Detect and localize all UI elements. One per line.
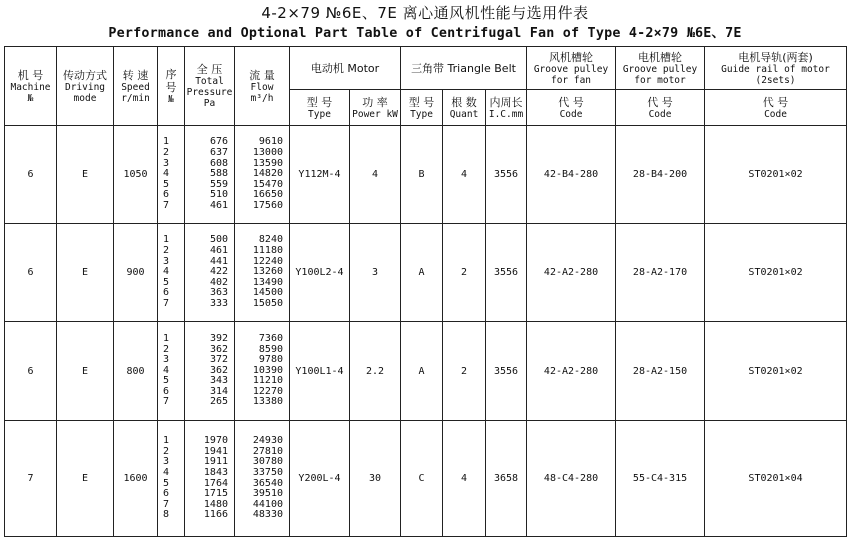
- motor-power-cell: 2.2: [350, 322, 401, 421]
- flow-cell-value: 24930: [252, 435, 283, 447]
- belt-quantity-cell: 4: [443, 126, 486, 224]
- belt-type-cell: A: [401, 322, 443, 421]
- sequence-cell-value: 1: [163, 136, 170, 148]
- machine-no-cell: 6: [5, 126, 57, 224]
- sequence-cell-value: 6: [163, 287, 170, 299]
- flow-cell-value: 17560: [252, 199, 283, 211]
- header-motor-group: 电动机 Motor: [290, 47, 401, 90]
- sequence-cell-value: 7: [163, 297, 170, 309]
- pressure-cell-value: 637: [209, 147, 228, 159]
- sequence-cell: [158, 126, 185, 224]
- flow-cell: [235, 224, 290, 322]
- belt-type-cell: B: [401, 126, 443, 224]
- header-belt-type: 型 号 Type: [401, 90, 443, 126]
- flow-cell-value: 13380: [252, 396, 283, 408]
- pressure-cell-value: 461: [209, 199, 228, 211]
- machine-no-cell: 6: [5, 322, 57, 421]
- header-driving-mode: 传动方式 Driving mode: [57, 47, 114, 126]
- sequence-cell-value: 7: [163, 498, 170, 510]
- flow-cell-value: 14820: [252, 168, 283, 180]
- motor-type-cell: Y200L-4: [290, 421, 350, 537]
- pressure-cell-value: 559: [209, 178, 228, 190]
- pressure-cell-value: 1843: [203, 466, 228, 478]
- motor-power-cell: 4: [350, 126, 401, 224]
- header-row-top: [5, 47, 847, 90]
- flow-cell-value: 48330: [252, 509, 283, 521]
- pressure-cell-value: 461: [209, 245, 228, 257]
- pressure-cell-value: 372: [209, 354, 228, 366]
- sequence-cell-value: 4: [163, 168, 170, 180]
- flow-cell-value: 11180: [252, 245, 283, 257]
- flow-cell-value: 15470: [252, 178, 283, 190]
- driving-mode-cell: E: [57, 322, 114, 421]
- pressure-cell-value: 362: [209, 343, 228, 355]
- pressure-cell-value: 1911: [203, 456, 228, 468]
- header-guide-rail: 电机导轨(两套) Guide rail of motor (2sets): [705, 47, 847, 90]
- flow-cell-value: 13490: [252, 276, 283, 288]
- flow-cell-value: 27810: [252, 445, 283, 457]
- belt-length-cell: 3556: [486, 322, 527, 421]
- flow-cell-value: 13000: [252, 147, 283, 159]
- sequence-cell-value: 1: [163, 332, 170, 344]
- performance-table: [4, 46, 847, 537]
- header-total-pressure: 全 压 Total Pressure Pa: [185, 47, 235, 126]
- driving-mode-cell: E: [57, 421, 114, 537]
- pressure-cell-value: 1970: [203, 435, 228, 447]
- sequence-cell-value: 2: [163, 245, 170, 257]
- sequence-cell-value: 2: [163, 445, 170, 457]
- header-motor-type: 型 号 Type: [290, 90, 350, 126]
- belt-type-cell: A: [401, 224, 443, 322]
- speed-cell: 800: [114, 322, 158, 421]
- pressure-cell-value: 676: [209, 136, 228, 148]
- sequence-cell-value: 4: [163, 266, 170, 278]
- speed-cell: 1600: [114, 421, 158, 537]
- guide-rail-code-cell: ST0201×02: [705, 126, 847, 224]
- pressure-cell-value: 500: [209, 234, 228, 246]
- belt-quantity-cell: 2: [443, 224, 486, 322]
- header-machine: 机 号 Machine №: [5, 47, 57, 126]
- motor-type-cell: Y100L1-4: [290, 322, 350, 421]
- flow-cell-value: 39510: [252, 488, 283, 500]
- sequence-cell-value: 4: [163, 364, 170, 376]
- sequence-cell-value: 1: [163, 234, 170, 246]
- table-body: [5, 126, 847, 537]
- pressure-cell-value: 363: [209, 287, 228, 299]
- sequence-cell: [158, 421, 185, 537]
- pressure-cell: [185, 224, 235, 322]
- pressure-cell-value: 1941: [203, 445, 228, 457]
- sequence-cell-value: 5: [163, 477, 170, 489]
- header-motor-power: 功 率 Power kW: [350, 90, 401, 126]
- sequence-cell: [158, 224, 185, 322]
- flow-cell-value: 36540: [252, 477, 283, 489]
- pressure-cell-value: 343: [209, 375, 228, 387]
- table-row: [5, 322, 847, 421]
- sequence-cell-value: 1: [163, 435, 170, 447]
- pressure-cell-value: 402: [209, 276, 228, 288]
- flow-cell-value: 10390: [252, 364, 283, 376]
- header-sequence: 序 号 №: [158, 47, 185, 126]
- pressure-cell-value: 441: [209, 255, 228, 267]
- sequence-cell-value: 2: [163, 147, 170, 159]
- pressure-cell-value: 314: [209, 385, 228, 397]
- flow-cell-value: 8240: [258, 234, 283, 246]
- header-fan-pulley: 风机槽轮 Groove pulley for fan: [527, 47, 616, 90]
- table-title-english: Performance and Optional Part Table of Centrifugal Fan of Type 4-2×79 №6E、7E: [108, 26, 742, 41]
- pressure-cell-value: 422: [209, 266, 228, 278]
- belt-quantity-cell: 2: [443, 322, 486, 421]
- sequence-cell-value: 6: [163, 189, 170, 201]
- header-fan-pulley-code: 代 号 Code: [527, 90, 616, 126]
- flow-cell-value: 13590: [252, 157, 283, 169]
- sequence-cell-value: 8: [163, 509, 170, 521]
- sequence-cell-value: 7: [163, 396, 170, 408]
- motor-pulley-code-cell: 28-A2-150: [616, 322, 705, 421]
- machine-no-cell: 6: [5, 224, 57, 322]
- fan-pulley-code-cell: 42-A2-280: [527, 224, 616, 322]
- motor-power-cell: 3: [350, 224, 401, 322]
- pressure-cell-value: 392: [209, 332, 228, 344]
- sequence-cell-value: 6: [163, 488, 170, 500]
- flow-cell-value: 13260: [252, 266, 283, 278]
- table-title-chinese: 4-2×79 №6E、7E 离心通风机性能与选用件表: [261, 4, 589, 22]
- motor-type-cell: Y100L2-4: [290, 224, 350, 322]
- sequence-cell-value: 3: [163, 157, 170, 169]
- driving-mode-cell: E: [57, 126, 114, 224]
- sequence-cell-value: 5: [163, 276, 170, 288]
- flow-cell: [235, 421, 290, 537]
- driving-mode-cell: E: [57, 224, 114, 322]
- pressure-cell-value: 1166: [203, 509, 228, 521]
- flow-cell-value: 14500: [252, 287, 283, 299]
- flow-cell-value: 11210: [252, 375, 283, 387]
- speed-cell: 1050: [114, 126, 158, 224]
- motor-type-cell: Y112M-4: [290, 126, 350, 224]
- pressure-cell-value: 588: [209, 168, 228, 180]
- belt-length-cell: 3658: [486, 421, 527, 537]
- pressure-cell: [185, 322, 235, 421]
- pressure-cell: [185, 421, 235, 537]
- sequence-cell-value: 3: [163, 255, 170, 267]
- motor-pulley-code-cell: 28-A2-170: [616, 224, 705, 322]
- pressure-cell-value: 1764: [203, 477, 228, 489]
- header-belt-group: 三角带 Triangle Belt: [401, 47, 527, 90]
- sequence-cell-value: 3: [163, 354, 170, 366]
- motor-power-cell: 30: [350, 421, 401, 537]
- fan-pulley-code-cell: 42-A2-280: [527, 322, 616, 421]
- header-belt-length: 内周长 I.C.mm: [486, 90, 527, 126]
- speed-cell: 900: [114, 224, 158, 322]
- sequence-cell-value: 6: [163, 385, 170, 397]
- guide-rail-code-cell: ST0201×02: [705, 322, 847, 421]
- guide-rail-code-cell: ST0201×04: [705, 421, 847, 537]
- sequence-cell-value: 2: [163, 343, 170, 355]
- flow-cell-value: 8590: [258, 343, 283, 355]
- flow-cell-value: 16650: [252, 189, 283, 201]
- header-motor-pulley: 电机槽轮 Groove pulley for motor: [616, 47, 705, 90]
- fan-pulley-code-cell: 48-C4-280: [527, 421, 616, 537]
- belt-quantity-cell: 4: [443, 421, 486, 537]
- flow-cell-value: 15050: [252, 297, 283, 309]
- flow-cell-value: 33750: [252, 466, 283, 478]
- table-row: [5, 126, 847, 224]
- sequence-cell-value: 5: [163, 375, 170, 387]
- pressure-cell-value: 1715: [203, 488, 228, 500]
- flow-cell-value: 9780: [258, 354, 283, 366]
- pressure-cell-value: 608: [209, 157, 228, 169]
- sequence-cell-value: 3: [163, 456, 170, 468]
- flow-cell-value: 44100: [252, 498, 283, 510]
- belt-type-cell: C: [401, 421, 443, 537]
- pressure-cell-value: 510: [209, 189, 228, 201]
- flow-cell-value: 12240: [252, 255, 283, 267]
- machine-no-cell: 7: [5, 421, 57, 537]
- flow-cell-value: 12270: [252, 385, 283, 397]
- header-guide-rail-code: 代 号 Code: [705, 90, 847, 126]
- pressure-cell-value: 1480: [203, 498, 228, 510]
- header-motor-pulley-code: 代 号 Code: [616, 90, 705, 126]
- sequence-cell-value: 7: [163, 199, 170, 211]
- pressure-cell-value: 333: [209, 297, 228, 309]
- belt-length-cell: 3556: [486, 126, 527, 224]
- pressure-cell-value: 265: [209, 396, 228, 408]
- guide-rail-code-cell: ST0201×02: [705, 224, 847, 322]
- sequence-cell-value: 5: [163, 178, 170, 190]
- pressure-cell: [185, 126, 235, 224]
- flow-cell-value: 30780: [252, 456, 283, 468]
- table-row: [5, 421, 847, 537]
- header-flow: 流 量 Flow m³/h: [235, 47, 290, 126]
- flow-cell-value: 7360: [258, 332, 283, 344]
- sequence-cell: [158, 322, 185, 421]
- flow-cell: [235, 126, 290, 224]
- motor-pulley-code-cell: 55-C4-315: [616, 421, 705, 537]
- flow-cell: [235, 322, 290, 421]
- header-speed: 转 速 Speed r/min: [114, 47, 158, 126]
- motor-pulley-code-cell: 28-B4-200: [616, 126, 705, 224]
- header-belt-quantity: 根 数 Quant: [443, 90, 486, 126]
- belt-length-cell: 3556: [486, 224, 527, 322]
- fan-pulley-code-cell: 42-B4-280: [527, 126, 616, 224]
- sequence-cell-value: 4: [163, 466, 170, 478]
- table-row: [5, 224, 847, 322]
- flow-cell-value: 9610: [258, 136, 283, 148]
- pressure-cell-value: 362: [209, 364, 228, 376]
